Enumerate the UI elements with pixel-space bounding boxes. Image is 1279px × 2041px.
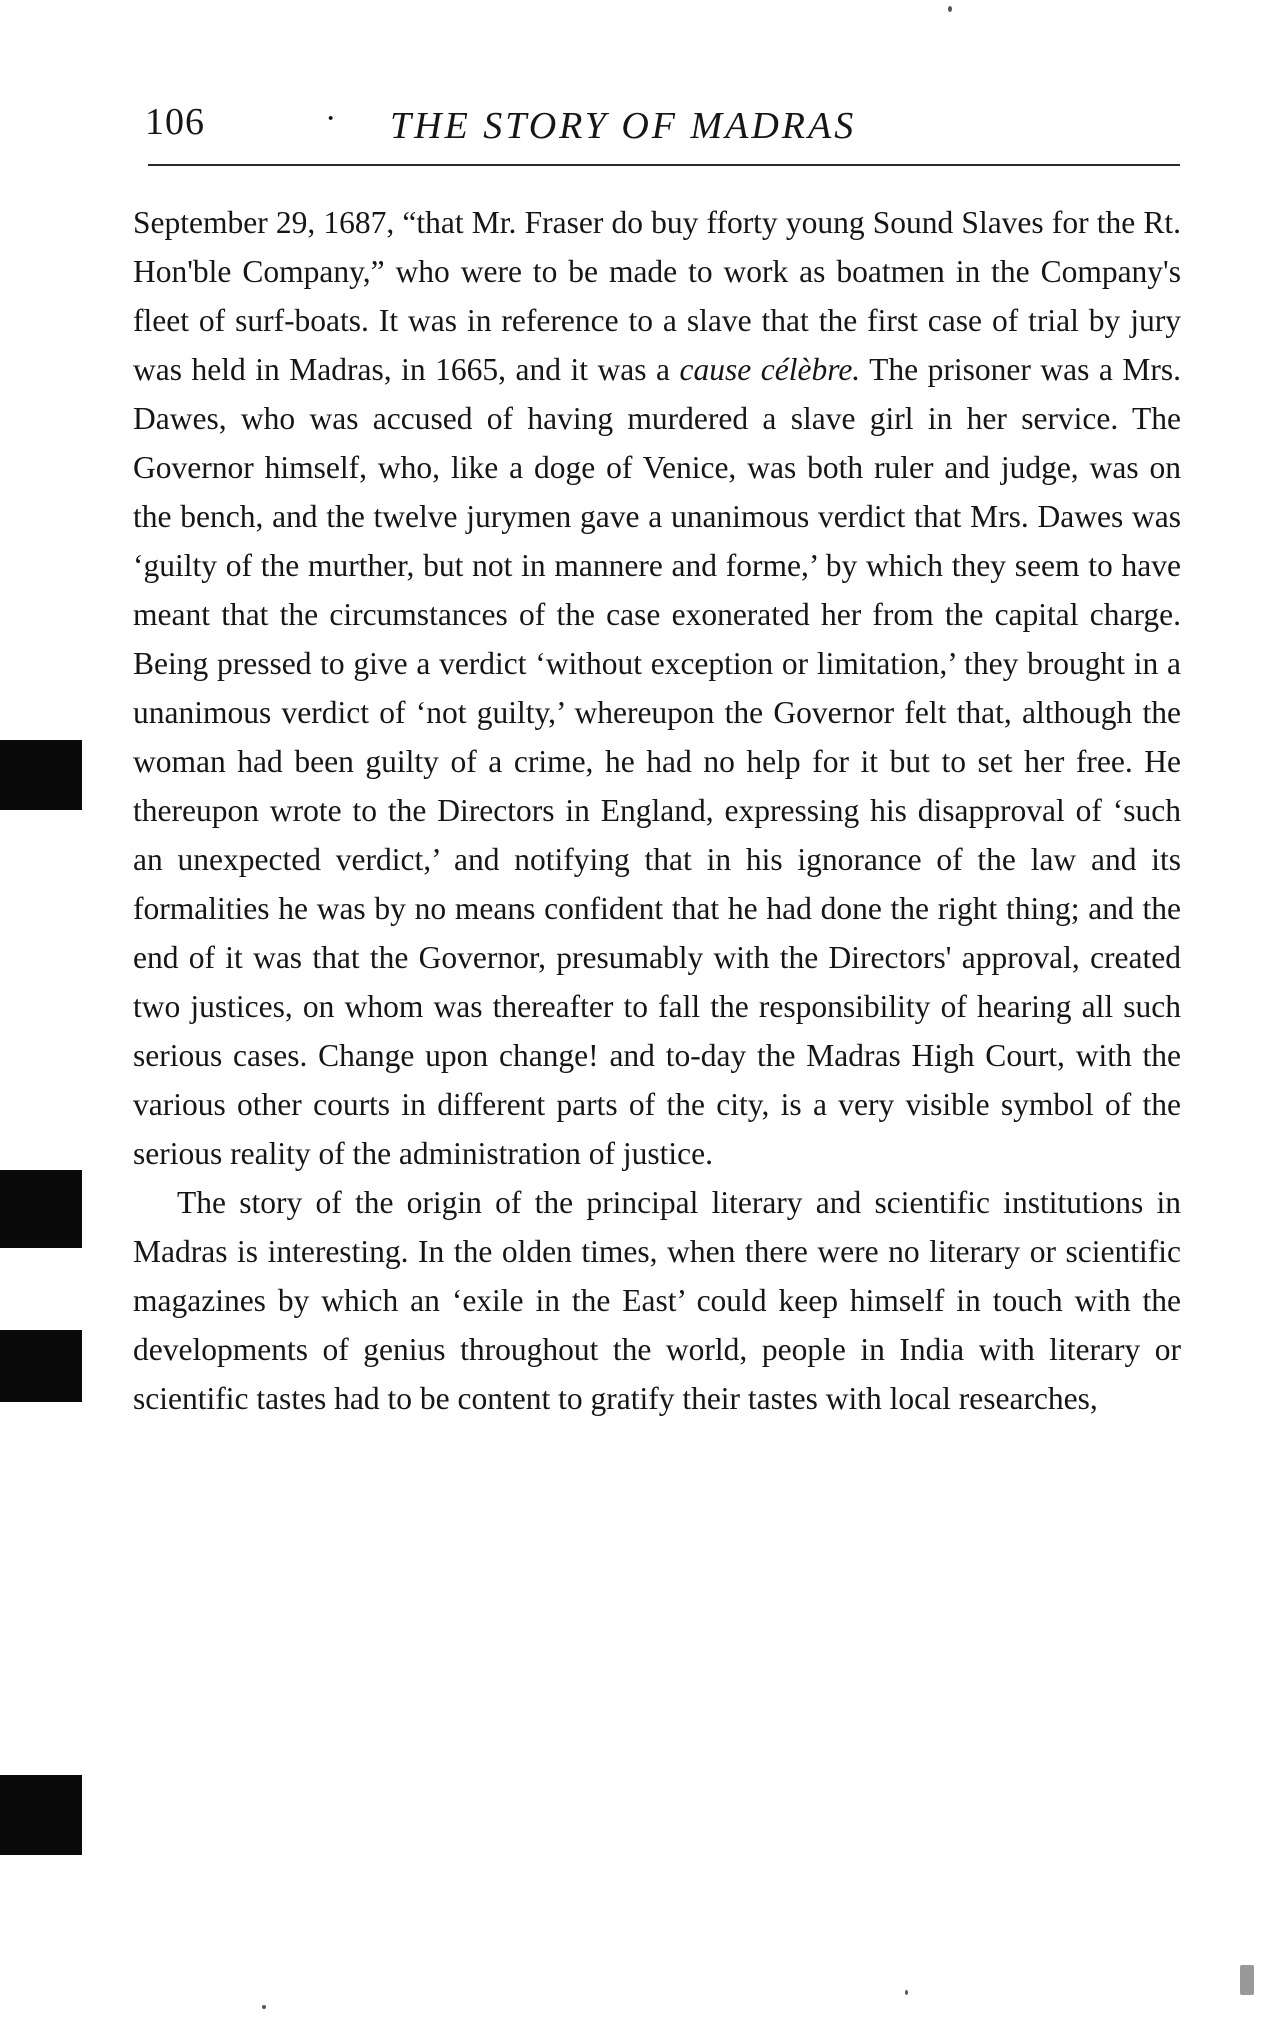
header-separator-dot: · — [325, 100, 337, 137]
paragraph-1-part-1: September 29, 1687, “that Mr. Fraser do buy fforty young Sound Slaves for the Rt. Hon'ble Company,” who were to be made to work as boatmen in the Company's fleet of surf-boats. It was in reference to a slave that the first case of trial by jury was held in Madras, in 1665, and it was a — [133, 205, 1181, 387]
scan-mark-4 — [0, 1775, 82, 1855]
paragraph-1 — [133, 198, 1181, 1178]
scan-speck — [905, 1990, 908, 1995]
scan-mark-1 — [0, 740, 82, 810]
scan-speck — [948, 6, 952, 12]
paragraph-1-italic-phrase: cause célèbre. — [679, 352, 861, 387]
scan-mark-3 — [0, 1330, 82, 1402]
page-header — [145, 100, 1185, 160]
scan-mark-2 — [0, 1170, 82, 1248]
body-text — [133, 198, 1181, 1423]
paragraph-1-part-2: The prisoner was a Mrs. Dawes, who was accused of having murdered a slave girl in her service. The Governor himself, who, like a doge of Venice, was both ruler and judge, was on the bench, and the twelve jurymen gave a unanimous verdict that Mrs. Dawes was ‘guilty of the murther, but not in mannere and forme,’ by which they seem to have meant that the circumstances of the case exonerated her from the capital charge. Being pressed to give a verdict ‘without exception or limitation,’ they brought in a unanimous verdict of ‘not guilty,’ whereupon the Governor felt that, although the woman had been guilty of a crime, he had no help for it but to set her free. He thereupon wrote to the Directors in England, expressing his disapproval of ‘such an unexpected verdict,’ and notifying that in his ignorance of the law and its formalities he was by no means confident that he had done the right thing; and the end of it was that the Governor, presumably with the Directors' approval, created two justices, on whom was thereafter to fall the responsibility of hearing all such serious cases. Change upon change! and to-day the Madras High Court, with the various other courts in different parts of the city, is a very visible symbol of the serious reality of the administration of justice. — [133, 352, 1181, 1171]
running-title: THE STORY OF MADRAS — [390, 105, 857, 147]
scan-speck — [1240, 1965, 1254, 1995]
scan-speck — [262, 2005, 266, 2009]
header-rule — [148, 164, 1180, 166]
paragraph-2: The story of the origin of the principal literary and scientific institutions in Madras is interesting. In the olden times, when there were no literary or scientific magazines by which an ‘exile in the East’ could keep himself in touch with the developments of genius throughout the world, people in India with literary or scientific tastes had to be content to gratify their tastes with local researches, — [133, 1185, 1181, 1416]
page-number: 106 — [145, 101, 205, 143]
